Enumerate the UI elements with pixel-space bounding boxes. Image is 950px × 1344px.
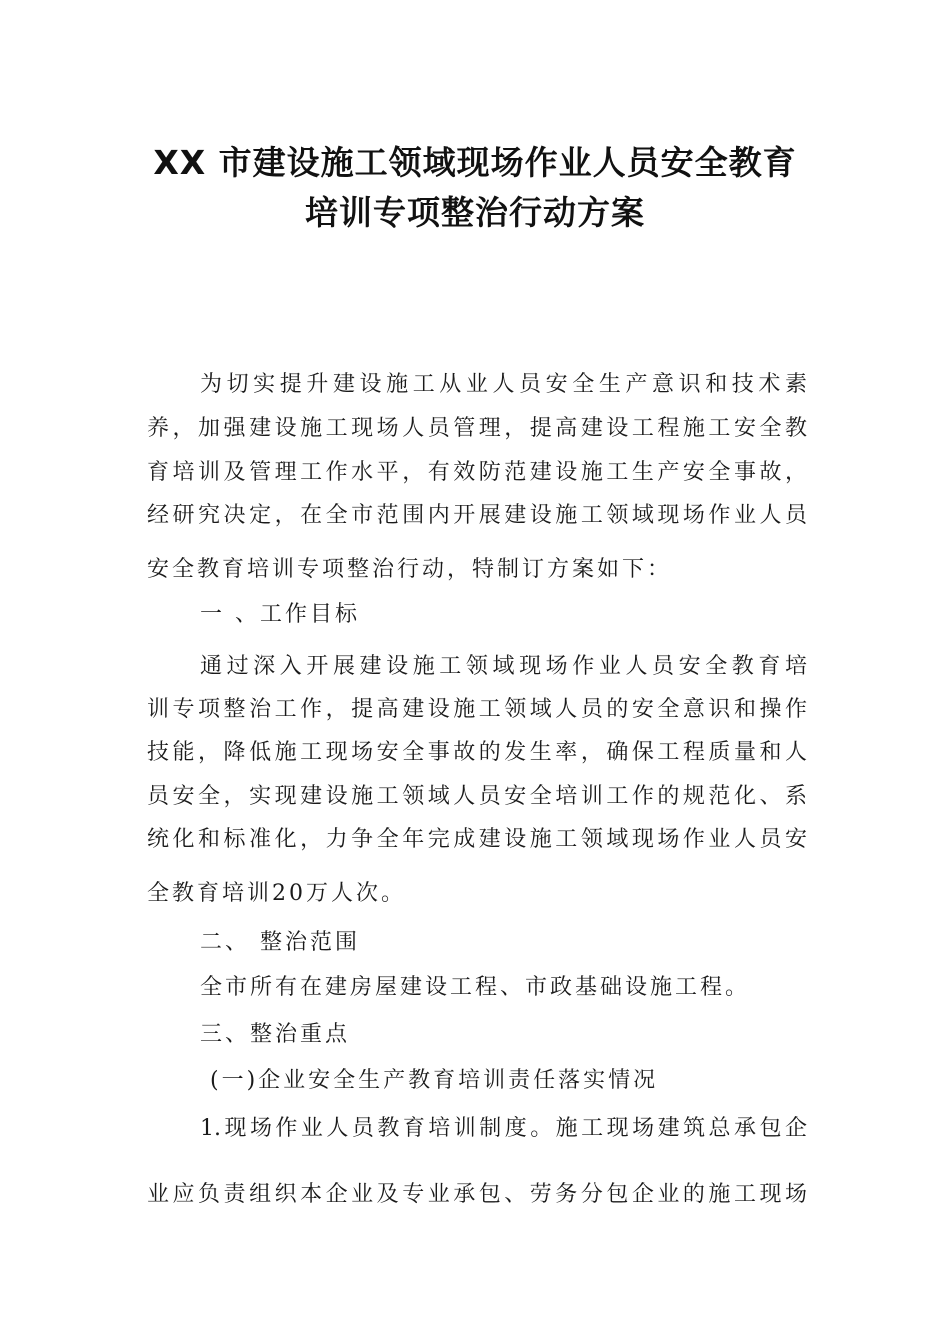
intro-paragraph-line-1: 为切实提升建设施工从业人员安全生产意识和技术素	[200, 372, 807, 397]
intro-paragraph-line-4: 经研究决定，在全市范围内开展建设施工领域现场作业人员	[147, 503, 807, 528]
item-1-paragraph-line-1: 1.现场作业人员教育培训制度。施工现场建筑总承包企	[200, 1116, 807, 1141]
intro-paragraph-line-5: 安全教育培训专项整治行动，特制订方案如下：	[147, 557, 673, 582]
section-1-heading: 一 、工作目标	[200, 602, 360, 627]
section-1-paragraph-line-5: 统化和标准化，力争全年完成建设施工领域现场作业人员安	[147, 827, 807, 852]
section-1-paragraph-line-2: 训专项整治工作，提高建设施工领域人员的安全意识和操作	[147, 697, 807, 722]
section-2-paragraph: 全市所有在建房屋建设工程、市政基础设施工程。	[200, 975, 751, 1000]
section-2-heading: 二、 整治范围	[200, 930, 360, 955]
section-1-paragraph-line-4: 员安全，实现建设施工领域人员安全培训工作的规范化、系	[147, 784, 807, 809]
section-3-heading: 三、整治重点	[200, 1022, 351, 1047]
document-title-line-1: XX 市建设施工领域现场作业人员安全教育	[153, 143, 797, 182]
intro-paragraph-line-3: 育培训及管理工作水平，有效防范建设施工生产安全事故，	[147, 460, 807, 485]
document-title-line-2: 培训专项整治行动方案	[305, 193, 645, 232]
section-1-paragraph-line-3: 技能，降低施工现场安全事故的发生率，确保工程质量和人	[147, 740, 807, 765]
subsection-1-heading: (一)企业安全生产教育培训责任落实情况	[210, 1068, 659, 1093]
section-1-paragraph-line-1: 通过深入开展建设施工领域现场作业人员安全教育培	[200, 654, 807, 679]
item-1-paragraph-line-2: 业应负责组织本企业及专业承包、劳务分包企业的施工现场	[147, 1182, 807, 1207]
intro-paragraph-line-2: 养，加强建设施工现场人员管理，提高建设工程施工安全教	[147, 416, 807, 441]
section-1-paragraph-line-6: 全教育培训20万人次。	[147, 881, 406, 906]
